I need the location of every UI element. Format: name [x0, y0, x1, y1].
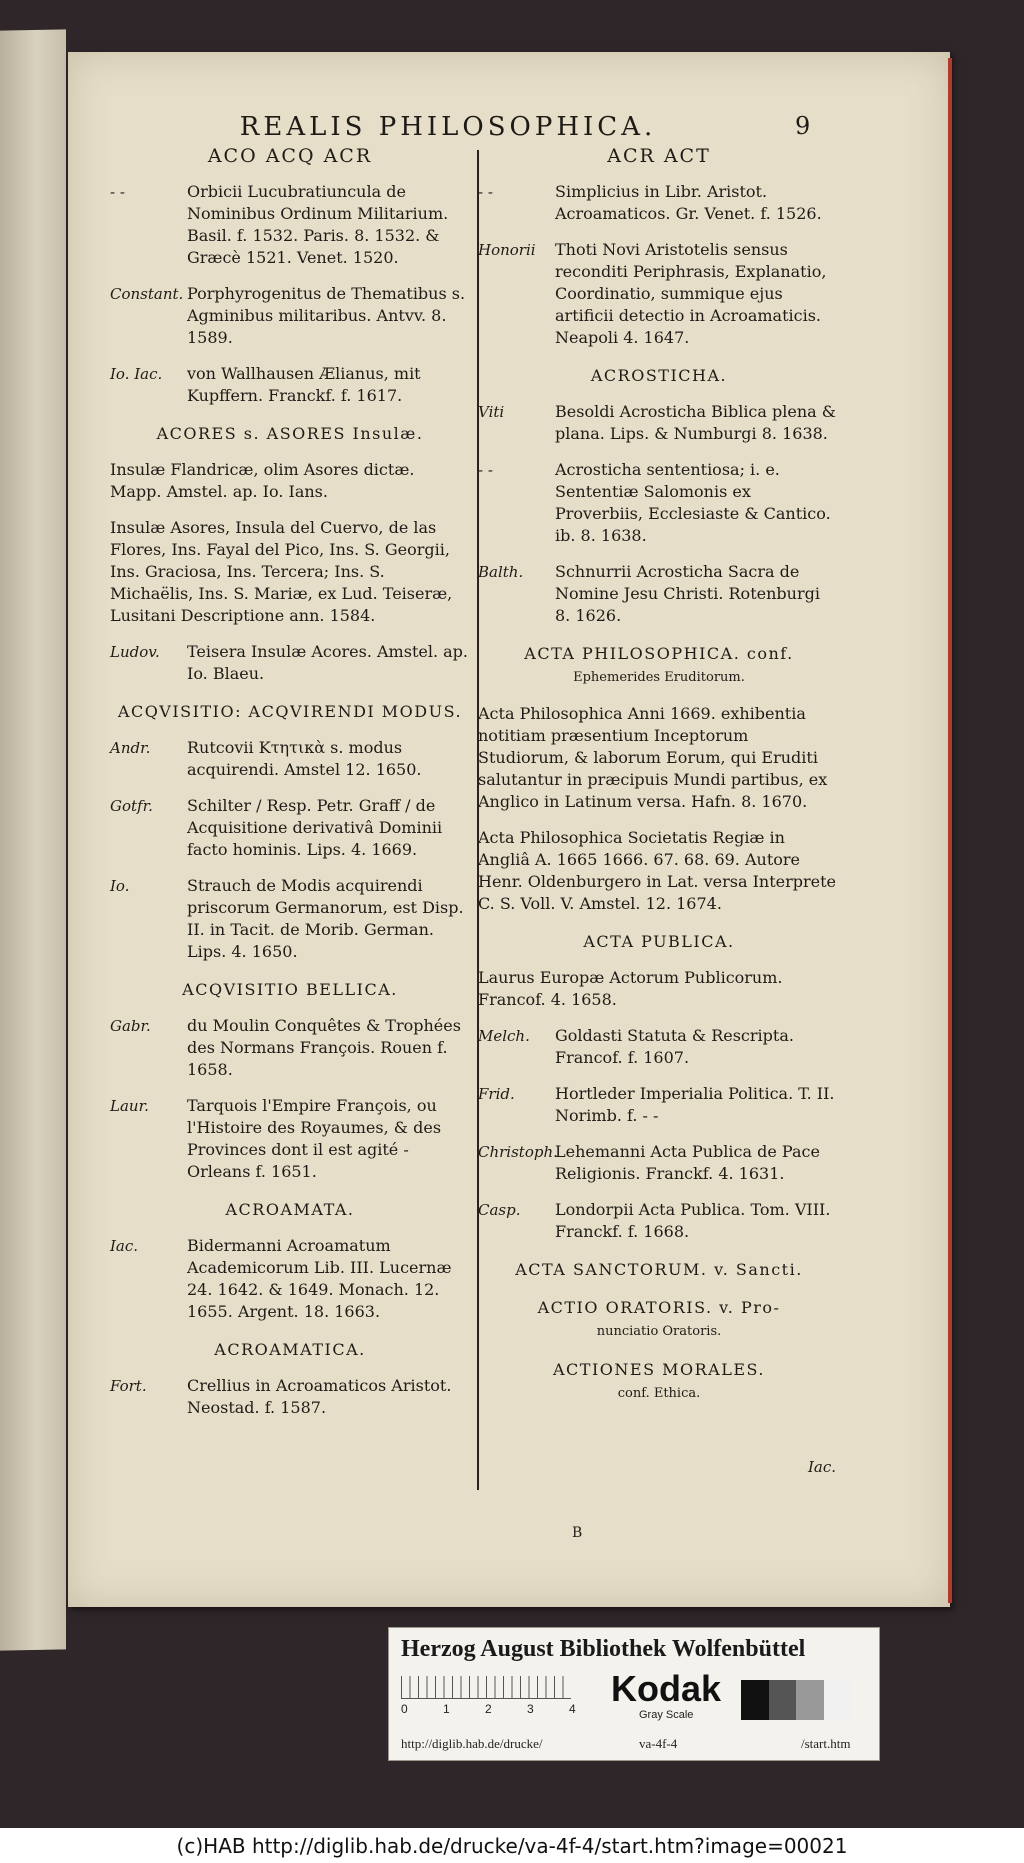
entry-text: Bidermanni Acroamatum Academicorum Lib. III. Lucernæ 24. 1642. & 1649. Monach. 12. 1655. Argent. 18. 1663. — [187, 1236, 452, 1321]
entry-author: Gotfr. — [110, 797, 153, 815]
section-title: ACQVISITIO: ACQVIRENDI MODUS. — [117, 702, 463, 721]
entry-author: Honorii — [478, 241, 536, 259]
section-heading — [110, 979, 470, 1001]
entry-text: Teisera Insulæ Acores. Amstel. ap. Io. Blaeu. — [187, 642, 468, 683]
entry-author: Christoph. — [478, 1143, 558, 1161]
bibliography-entry — [478, 1199, 840, 1243]
bibliography-entry — [478, 827, 840, 915]
entry-text: Acta Philosophica Anni 1669. exhibentia notitiam præsentium Inceptorum Studiorum, & laborum Eorum, qui Eruditi salutantur in præcipuis Mundi partibus, ex Anglico in Latinum versa. Hafn. 8. 1670. — [478, 704, 828, 811]
label-url-right: /start.htm — [801, 1736, 851, 1751]
entry-text: du Moulin Conquêtes & Trophées des Normans François. Rouen f. 1658. — [187, 1016, 461, 1079]
entry-author: Casp. — [478, 1201, 521, 1219]
left-column-header: ACO ACQ ACR — [207, 145, 373, 167]
entry-author: Io. — [110, 877, 130, 895]
bibliography-entry — [478, 1141, 840, 1185]
entry-author: Viti — [478, 403, 505, 421]
ruler-number: 3 — [527, 1702, 534, 1716]
gray-scale-label: Gray Scale — [639, 1709, 694, 1721]
section-note: Ephemerides Eruditorum. — [573, 670, 745, 685]
entry-author: Frid. — [478, 1085, 515, 1103]
bibliography-entry — [110, 795, 470, 861]
swatch-dark — [769, 1680, 797, 1720]
section-title: ACQVISITIO BELLICA. — [182, 980, 398, 999]
entry-author: - - — [478, 183, 493, 201]
section-title: ACROAMATICA. — [214, 1340, 366, 1359]
label-url-mid: va-4f-4 — [639, 1736, 678, 1751]
entry-text: Laurus Europæ Actorum Publicorum. Francof. 4. 1658. — [478, 968, 783, 1009]
section-title: ACORES s. ASORES Insulæ. — [156, 424, 424, 443]
entry-author: - - — [110, 183, 125, 201]
section-title: ACTA PHILOSOPHICA. conf. — [524, 644, 794, 663]
entry-text: Hortleder Imperialia Politica. T. II. Norimb. f. - - — [555, 1084, 835, 1125]
swatch-light — [824, 1680, 852, 1720]
bibliography-entry — [110, 283, 470, 349]
entry-author: Melch. — [478, 1027, 530, 1045]
section-heading — [110, 701, 470, 723]
section-title: ACTA PUBLICA. — [583, 932, 735, 951]
footer-bar — [0, 1828, 1024, 1863]
right-column — [478, 145, 840, 1419]
entry-text: Orbicii Lucubratiuncula de Nominibus Ordinum Militarium. Basil. f. 1532. Paris. 8. 1532. & Græcè 1521. Venet. 1520. — [187, 182, 449, 267]
section-title: ACTA SANCTORUM. v. Sancti. — [515, 1260, 803, 1279]
bibliography-entry — [478, 703, 840, 813]
entry-author: Balth. — [478, 563, 524, 581]
bibliography-entry — [478, 1025, 840, 1069]
section-heading — [478, 643, 840, 689]
ruler-number: 4 — [569, 1702, 576, 1716]
entry-author: Gabr. — [110, 1017, 151, 1035]
bibliography-entry — [110, 1375, 470, 1419]
bibliography-entry — [478, 401, 840, 445]
section-title: ACROAMATA. — [225, 1200, 355, 1219]
section-heading — [478, 1359, 840, 1405]
entry-text: Insulæ Asores, Insula del Cuervo, de las Flores, Ins. Fayal del Pico, Ins. S. Georgii, Ins. Graciosa, Ins. Tercera; Ins. S. Michaëlis, Ins. S. Mariæ, ex Lud. Teiseræ, Lusitani Descriptione ann. 1584. — [110, 518, 453, 625]
left-column — [110, 145, 470, 1433]
right-column-entries — [478, 181, 840, 1405]
entry-text: Strauch de Modis acquirendi priscorum Germanorum, est Disp. II. in Tacit. de Morib. German. Lips. 4. 1650. — [187, 876, 464, 961]
entry-author: Iac. — [110, 1237, 139, 1255]
kodak-logo: Kodak — [611, 1668, 722, 1709]
section-heading — [110, 1339, 470, 1361]
entry-text: Schilter / Resp. Petr. Graff / de Acquisitione derivativâ Dominii facto hominis. Lips. 4. 1669. — [187, 796, 443, 859]
bibliography-entry — [110, 1095, 470, 1183]
running-head: REALIS PHILOSOPHICA. — [239, 112, 657, 142]
bibliography-entry — [478, 239, 840, 349]
section-note: conf. Ethica. — [617, 1386, 701, 1401]
section-heading — [110, 1199, 470, 1221]
entry-author: Io. Iac. — [110, 365, 163, 383]
gray-swatches — [741, 1680, 851, 1720]
signature-mark: B — [572, 1525, 583, 1541]
entry-text: von Wallhausen Ælianus, mit Kupffern. Franckf. f. 1617. — [187, 364, 421, 405]
bibliography-entry — [110, 737, 470, 781]
entry-author: Fort. — [110, 1377, 147, 1395]
entry-text: Besoldi Acrosticha Biblica plena & plana. Lips. & Numburgi 8. 1638. — [555, 402, 837, 443]
entry-text: Acta Philosophica Societatis Regiæ in Angliâ A. 1665 1666. 67. 68. 69. Autore Henr. Oldenburgero in Lat. versa Interprete C. S. Voll. V. Amstel. 12. 1674. — [478, 828, 837, 913]
section-heading — [110, 423, 470, 445]
section-heading — [478, 1297, 840, 1343]
entry-text: Thoti Novi Aristotelis sensus reconditi Periphrasis, Explanatio, Coordinatio, summique ejus artificii detectio in Acroamaticis. Neapoli 4. 1647. — [555, 240, 827, 347]
section-title: ACTIONES MORALES. — [552, 1360, 765, 1379]
section-title: ACROSTICHA. — [590, 366, 728, 385]
entry-text: Insulæ Flandricæ, olim Asores dictæ. Mapp. Amstel. ap. Io. Ians. — [110, 460, 415, 501]
entry-text: Schnurrii Acrosticha Sacra de Nomine Jesu Christi. Rotenburgi 8. 1626. — [555, 562, 820, 625]
label-url-left: http://diglib.hab.de/drucke/ — [401, 1736, 543, 1751]
bibliography-entry — [478, 967, 840, 1011]
entry-text: Londorpii Acta Publica. Tom. VIII. Franckf. f. 1668. — [555, 1200, 831, 1241]
entry-author: - - — [478, 461, 493, 479]
entry-author: Constant. — [110, 285, 184, 303]
right-column-header: ACR ACT — [607, 145, 711, 167]
swatch-mid — [796, 1680, 824, 1720]
bibliography-entry — [478, 181, 840, 225]
section-heading — [478, 365, 840, 387]
bibliography-entry — [110, 181, 470, 269]
bibliography-entry — [110, 1015, 470, 1081]
entry-text: Rutcovii Κτητικὰ s. modus acquirendi. Amstel 12. 1650. — [187, 738, 422, 779]
entry-text: Goldasti Statuta & Rescripta. Francof. f. 1607. — [555, 1026, 794, 1067]
page-number: 9 — [795, 112, 811, 140]
ruler-numbers — [401, 1702, 611, 1716]
facing-page-edge — [0, 29, 66, 1650]
entry-text: Porphyrogenitus de Thematibus s. Agminibus militaribus. Antvv. 8. 1589. — [187, 284, 466, 347]
footer-text: (c)HAB http://diglib.hab.de/drucke/va-4f-4/start.htm?image=00021 — [176, 1833, 848, 1858]
ruler-scale — [401, 1676, 571, 1699]
section-title: ACTIO ORATORIS. v. Pro- — [537, 1298, 781, 1317]
bibliography-entry — [110, 875, 470, 963]
entry-author: Andr. — [110, 739, 151, 757]
bibliography-entry — [110, 641, 470, 685]
bibliography-entry — [478, 1083, 840, 1127]
entry-text: Tarquois l'Empire François, ou l'Histoire des Royaumes, & des Provinces dont il est agité - Orleans f. 1651. — [187, 1096, 442, 1181]
catchword: Iac. — [808, 1458, 837, 1476]
entry-text: Acrosticha sententiosa; i. e. Sententiæ Salomonis ex Proverbiis, Ecclesiaste & Cantico. ib. 8. 1638. — [555, 460, 831, 545]
bibliography-entry — [478, 459, 840, 547]
page-edge-red — [948, 58, 952, 1603]
entry-text: Lehemanni Acta Publica de Pace Religionis. Franckf. 4. 1631. — [555, 1142, 820, 1183]
entry-author: Ludov. — [110, 643, 160, 661]
left-column-entries — [110, 181, 470, 1419]
library-label — [388, 1627, 880, 1761]
library-name: Herzog August Bibliothek Wolfenbüttel — [401, 1636, 806, 1662]
swatch-black — [741, 1680, 769, 1720]
section-note: nunciatio Oratoris. — [596, 1324, 722, 1339]
bibliography-entry — [110, 1235, 470, 1323]
entry-author: Laur. — [110, 1097, 149, 1115]
section-heading — [478, 1259, 840, 1281]
entry-text: Crellius in Acroamaticos Aristot. Neostad. f. 1587. — [187, 1376, 452, 1417]
entry-text: Simplicius in Libr. Aristot. Acroamaticos. Gr. Venet. f. 1526. — [555, 182, 822, 223]
section-heading — [478, 931, 840, 953]
bibliography-entry — [478, 561, 840, 627]
bibliography-entry — [110, 363, 470, 407]
bibliography-entry — [110, 517, 470, 627]
ruler-number: 2 — [485, 1702, 492, 1716]
ruler-number: 1 — [443, 1702, 450, 1716]
ruler-number: 0 — [401, 1702, 408, 1716]
bibliography-entry — [110, 459, 470, 503]
